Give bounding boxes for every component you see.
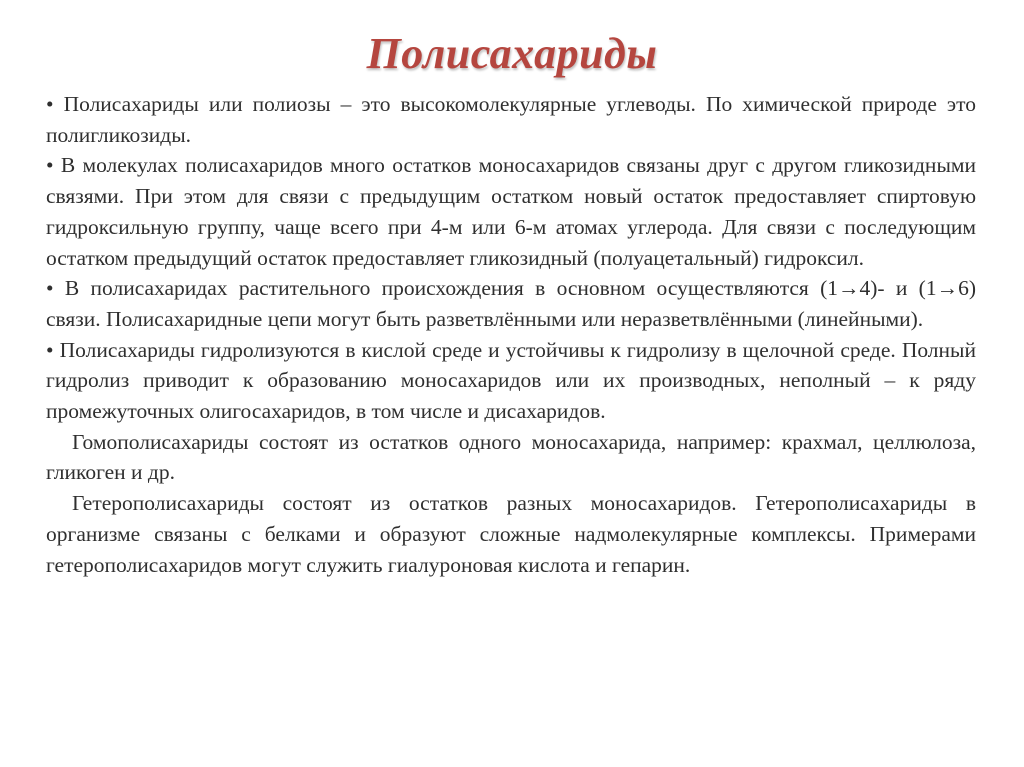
paragraph-homopolysaccharides: Гомополисахариды состоят из остатков одного моносахарида, например: крахмал, целлюлоза, гликоген и др. (46, 429, 976, 485)
slide-body (46, 89, 976, 580)
paragraph-hydrolysis: • Полисахариды гидролизуются в кислой среде и устойчивы к гидролизу в щелочной среде. Полный гидролиз приводит к образованию моносахаридов или их производных, неполный – к ряду промежуточных олигосахаридов, в том числе и дисахаридов. (46, 335, 976, 427)
paragraph-polysaccharide-definition: • Полисахариды или полиозы – это высокомолекулярные углеводы. По химической природе это полигликозиды. (46, 89, 976, 150)
slide-title: Полисахариды (366, 29, 658, 78)
paragraph-plant-bond-types: • В полисахаридах растительного происхождения в основном осуществляются (1→4)- и (1→6) связи. Полисахаридные цепи могут быть разветвлёнными или неразветвлёнными (линейными). (46, 273, 976, 334)
paragraph-glycosidic-bonds: • В молекулах полисахаридов много остатков моносахаридов связаны друг с другом гликозидными связями. При этом для связи с предыдущим остатком новый остаток предоставляет спиртовую гидроксильную группу, чаще всего при 4-м или 6-м атомах углерода. Для связи с последующим остатком предыдущий остаток предоставляет гликозидный (полуацетальный) гидроксил. (46, 150, 976, 273)
paragraph-heteropolysaccharides: Гетерополисахариды состоят из остатков разных моносахаридов. Гетерополисахариды в организме связаны с белками и образуют сложные надмолекулярные комплексы. Примерами гетерополисахаридов могут служить гиалуроновая кислота и гепарин. (46, 491, 976, 577)
